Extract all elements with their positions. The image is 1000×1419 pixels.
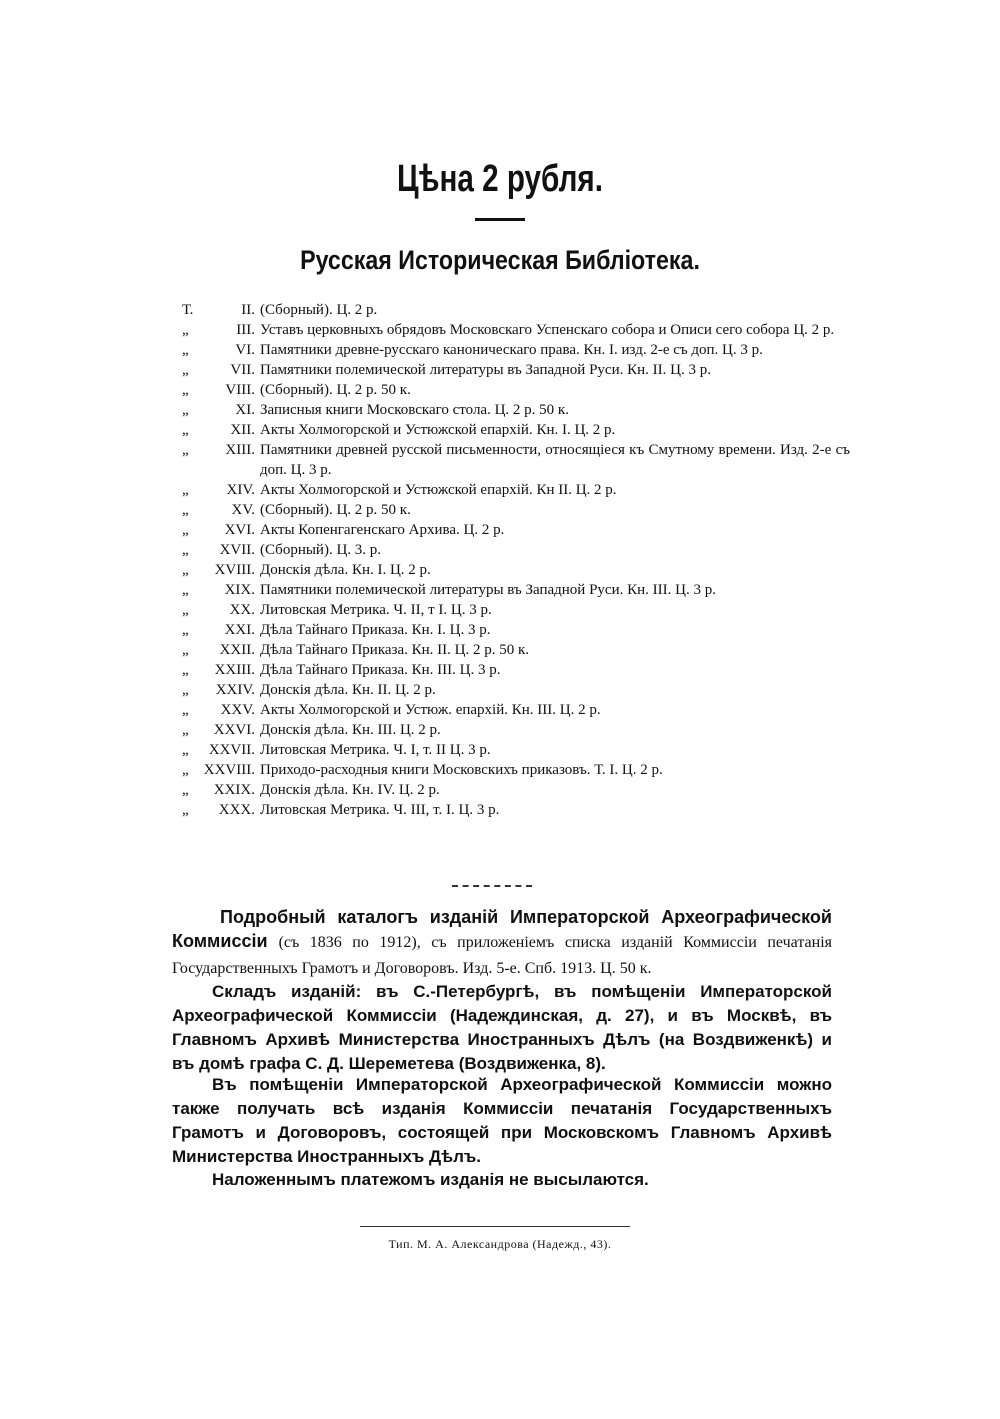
volume-entry [170,600,850,620]
volume-description: Донскія дѣла. Кн. I. Ц. 2 р. [260,562,431,578]
volume-number: XXII. [219,642,255,658]
volume-entry [170,680,850,700]
volume-entry [170,340,850,360]
volume-ditto-mark: „ [182,622,189,638]
volume-entry [170,580,850,600]
volume-entry [170,740,850,760]
volume-number: XIX. [224,582,255,598]
volume-entry [170,520,850,540]
volume-number: XXI. [224,622,255,638]
library-title: Русская Историческая Библіотека. [300,245,700,275]
volume-number: XXV. [220,702,255,718]
volume-description: Литовская Метрика. Ч. I, т. II Ц. 3 р. [260,742,491,758]
volume-entry [170,700,850,720]
volume-number: II. [241,302,255,318]
volume-description: Приходо-расходныя книги Московскихъ приказовъ. Т. I. Ц. 2 р. [260,762,663,778]
volume-entry [170,560,850,580]
volume-number: XII. [230,422,255,438]
volume-description: (Сборный). Ц. 2 р. 50 к. [260,382,411,398]
volume-entry [170,800,850,820]
volume-description: Записныя книги Московскаго стола. Ц. 2 р. 50 к. [260,402,569,418]
volume-description: Памятники древне-русскаго каноническаго права. Кн. I. изд. 2-е съ доп. Ц. 3 р. [260,342,763,358]
volume-number: VI. [235,342,255,358]
volume-entry [170,380,850,400]
volume-number: XVI. [224,522,255,538]
volume-entry [170,400,850,420]
printer-imprint: Тип. М. А. Александрова (Надежд., 43). [388,1237,612,1251]
volume-entry [170,660,850,680]
warehouse-notice: Складъ изданій: въ С.-Петербургѣ, въ помѣщеніи Императорской Археографической Коммиссіи (Надеждинская, д. 27), и въ Москвѣ, въ Главномъ Архивѣ Министерства Иностранныхъ Дѣлъ (на Воздвиженкѣ) и въ домѣ графа С. Д. Шереметева (Воздвиженка, 8). [172,982,832,1073]
volume-number: XXIX. [213,782,255,798]
volume-entry [170,300,850,320]
volume-number: XIII. [225,442,255,458]
volume-entry [170,620,850,640]
volume-entry [170,760,850,780]
volume-ditto-mark: „ [182,542,189,558]
divider-rule [452,885,532,889]
catalog-notice [172,905,832,981]
volume-ditto-mark: „ [182,502,189,518]
divider-rule [360,1226,630,1228]
volume-description: Донскія дѣла. Кн. IV. Ц. 2 р. [260,782,440,798]
no-cod-notice: Наложеннымъ платежомъ изданія не высылаются. [212,1170,649,1189]
volume-number: XXVIII. [203,762,255,778]
volume-ditto-mark: „ [182,342,189,358]
volume-number: XXVII. [208,742,255,758]
volume-ditto-mark: „ [182,602,189,618]
volume-entry [170,440,850,480]
volume-description: (Сборный). Ц. 2 р. 50 к. [260,502,411,518]
volume-ditto-mark: „ [182,802,189,818]
volume-description: Донскія дѣла. Кн. III. Ц. 2 р. [260,722,441,738]
volume-entry [170,320,850,340]
volume-description: Дѣла Тайнаго Приказа. Кн. II. Ц. 2 р. 50 к. [260,642,530,658]
volume-description: (Сборный). Ц. 3. р. [260,542,382,558]
volume-entry [170,640,850,660]
volume-entry [170,360,850,380]
volume-ditto-mark: „ [182,482,189,498]
volume-number: XXIV. [215,682,255,698]
volume-ditto-mark: „ [182,742,189,758]
volume-description: Литовская Метрика. Ч. III, т. I. Ц. 3 р. [260,802,500,818]
volume-ditto-mark: „ [182,682,189,698]
volume-description: Памятники древней русской письменности, относящіеся къ Смутному времени. Изд. 2-е съ доп. Ц. 3 р. [260,442,850,478]
volume-number: XI. [235,402,255,418]
volume-number: VIII. [225,382,255,398]
volume-ditto-mark: „ [182,762,189,778]
volume-ditto-mark: „ [182,382,189,398]
volume-ditto-mark: „ [182,662,189,678]
volume-number: XXIII. [214,662,255,678]
volume-number: XVII. [219,542,255,558]
volume-description: Дѣла Тайнаго Приказа. Кн. I. Ц. 3 р. [260,622,491,638]
volume-ditto-mark: „ [182,442,189,458]
volume-entry [170,540,850,560]
volume-ditto-mark: „ [182,702,189,718]
volume-description: Литовская Метрика. Ч. II, т I. Ц. 3 р. [260,602,492,618]
volume-description: Уставъ церковныхъ обрядовъ Московскаго Успенскаго собора и Описи сего собора Ц. 2 р. [260,322,835,338]
volume-description: Памятники полемической литературы въ Западной Руси. Кн. II. Ц. 3 р. [260,362,711,378]
volume-number: XV. [231,502,255,518]
volume-number: XXX. [218,802,255,818]
volume-ditto-mark: „ [182,362,189,378]
volume-entry [170,780,850,800]
volume-ditto-mark: „ [182,782,189,798]
volume-description: Памятники полемической литературы въ Западной Руси. Кн. III. Ц. 3 р. [260,582,716,598]
volume-description: (Сборный). Ц. 2 р. [260,302,378,318]
volume-number: XXVI. [213,722,255,738]
divider-rule [475,218,525,221]
volume-description: Акты Копенгагенскаго Архива. Ц. 2 р. [260,522,505,538]
catalog-notice-details: (съ 1836 по 1912), съ приложеніемъ списка изданій Коммиссіи печатанія Государственныхъ Грамотъ и Договоровъ. Изд. 5-е. Спб. 1913. Ц. 50 к. [172,934,833,977]
volume-ditto-mark: „ [182,422,189,438]
volume-ditto-mark: „ [182,582,189,598]
volume-ditto-mark: „ [182,402,189,418]
volume-number: XIV. [226,482,255,498]
volume-number: XX. [229,602,255,618]
volume-entry [170,420,850,440]
volume-description: Акты Холмогорской и Устюжской епархій. Кн II. Ц. 2 р. [260,482,617,498]
volume-ditto-mark: „ [182,322,189,338]
volume-description: Донскія дѣла. Кн. II. Ц. 2 р. [260,682,436,698]
price-heading: Цѣна 2 рубля. [397,158,603,200]
volume-ditto-mark: „ [182,642,189,658]
volume-number: XVIII. [214,562,255,578]
volume-number: III. [236,322,255,338]
volume-description: Дѣла Тайнаго Приказа. Кн. III. Ц. 3 р. [260,662,501,678]
volume-ditto-mark: „ [182,722,189,738]
also-available-notice: Въ помѣщеніи Императорской Археографической Коммиссіи можно также получать всѣ изданія Коммиссіи печатанія Государственныхъ Грамотъ и Договоровъ, состоящей при Московскомъ Главномъ Архивѣ Министерства Иностранныхъ Дѣлъ. [172,1075,832,1166]
volume-entry [170,500,850,520]
volume-ditto-mark: Т. [182,302,194,318]
catalog-notice-lead: Подробный каталогъ изданій Императорской Археографической Коммиссіи [172,907,832,951]
volume-description: Акты Холмогорской и Устюжской епархій. Кн. I. Ц. 2 р. [260,422,616,438]
volume-description: Акты Холмогорской и Устюж. епархій. Кн. III. Ц. 2 р. [260,702,601,718]
volume-number: VII. [230,362,255,378]
volume-entry [170,480,850,500]
volume-list [170,300,850,820]
volume-ditto-mark: „ [182,562,189,578]
volume-entry [170,720,850,740]
volume-ditto-mark: „ [182,522,189,538]
